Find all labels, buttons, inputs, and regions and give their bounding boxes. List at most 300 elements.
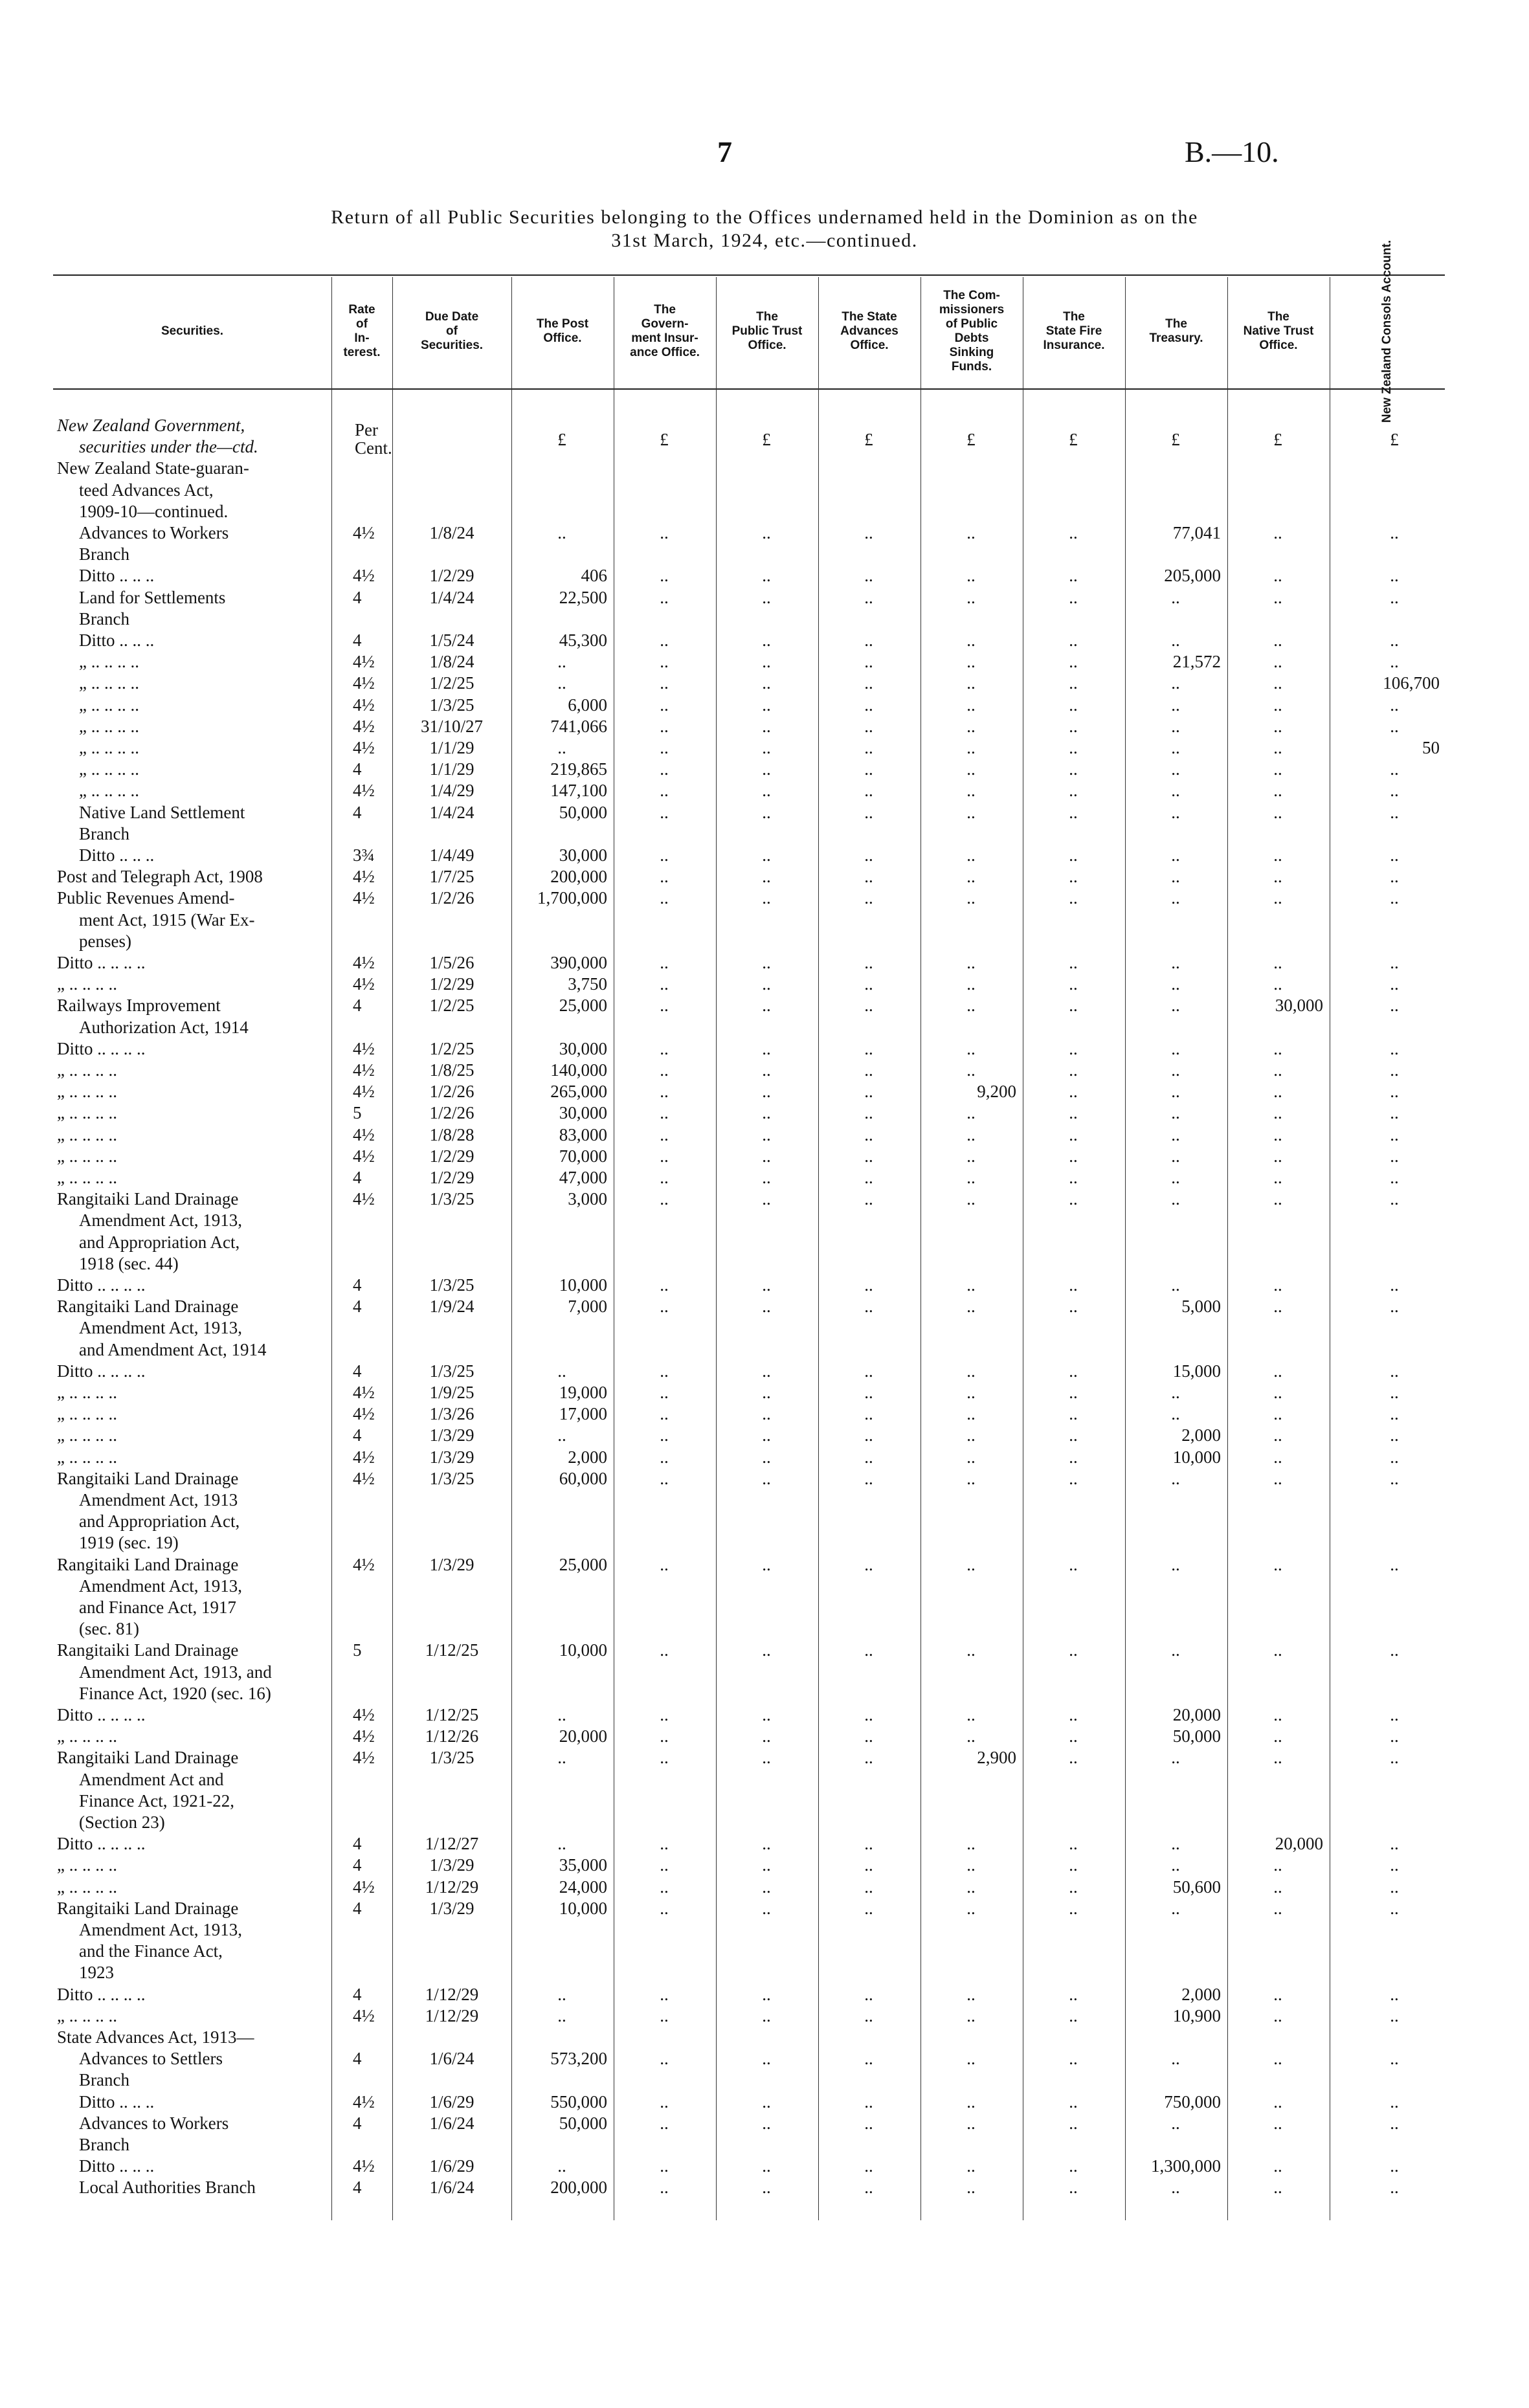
amount-cell: .. (1069, 2178, 1078, 2198)
table-row (0, 1381, 1529, 1403)
amount-cell: .. (1069, 652, 1078, 672)
amount-cell: .. (660, 630, 669, 650)
table-row (0, 2026, 1529, 2048)
security-name: ment Act, 1915 (War Ex- (79, 909, 255, 930)
amount-cell: .. (1273, 867, 1282, 887)
amount-cell: .. (1069, 953, 1078, 972)
amount-cell: .. (762, 1124, 771, 1144)
table-row (0, 2005, 1529, 2027)
amount-cell: .. (1273, 652, 1282, 672)
due-date: 31/10/27 (420, 716, 483, 736)
amount-cell: .. (1390, 781, 1399, 801)
amount-cell: .. (1069, 523, 1078, 542)
amount-cell: .. (762, 759, 771, 779)
amount-cell: .. (1273, 1038, 1282, 1058)
amount-cell: .. (762, 2091, 771, 2112)
amount-cell: .. (557, 2156, 566, 2176)
amount-cell: .. (1390, 1425, 1399, 1445)
security-name: Public Revenues Amend- (57, 888, 235, 908)
amount-cell: 219,865 (550, 759, 607, 779)
amount-cell: .. (864, 2091, 873, 2112)
column-header-9: The Treasury. (1149, 317, 1203, 345)
table-row (0, 1940, 1529, 1962)
amount-cell: .. (1390, 1082, 1399, 1102)
amount-cell: .. (966, 1361, 976, 1381)
amount-cell: 741,066 (550, 716, 607, 736)
table-row (0, 1833, 1529, 1855)
amount-cell: .. (1273, 802, 1282, 822)
amount-cell: 50,600 (1172, 1877, 1221, 1897)
amount-cell: .. (660, 2156, 669, 2176)
due-date: 1/3/25 (429, 1275, 474, 1295)
rate-of-interest: 4½ (353, 1877, 375, 1897)
table-row (0, 1639, 1529, 1661)
amount-cell: .. (762, 1748, 771, 1768)
amount-cell: .. (762, 1640, 771, 1660)
amount-cell: 2,000 (1181, 1425, 1221, 1445)
unit-label: £ (660, 430, 669, 449)
amount-cell: .. (864, 1146, 873, 1166)
security-name: „ .. .. .. .. (57, 1124, 117, 1144)
due-date: 1/2/26 (429, 1103, 474, 1123)
amount-cell: .. (1273, 695, 1282, 715)
column-header-6: The State Advances Office. (840, 310, 898, 352)
amount-cell: .. (1171, 2049, 1180, 2069)
table-row (0, 1424, 1529, 1446)
amount-cell: .. (660, 1082, 669, 1102)
rate-of-interest: 4½ (353, 781, 375, 801)
amount-cell: .. (1390, 996, 1399, 1016)
table-row (0, 1231, 1529, 1253)
security-name: „ .. .. .. .. (57, 1447, 117, 1467)
amount-cell: .. (660, 673, 669, 693)
amount-cell: .. (660, 1275, 669, 1295)
rate-of-interest: 4½ (353, 953, 375, 972)
table-row (0, 1102, 1529, 1124)
amount-cell: .. (1069, 716, 1078, 736)
amount-cell: .. (864, 1748, 873, 1768)
due-date: 1/6/24 (429, 2113, 474, 2133)
rate-of-interest: 4½ (353, 1038, 375, 1058)
amount-cell: .. (864, 1984, 873, 2004)
table-row (0, 909, 1529, 931)
table-row (0, 2069, 1529, 2091)
amount-cell: .. (762, 1425, 771, 1445)
amount-cell: 390,000 (550, 953, 607, 972)
security-name: Native Land Settlement (79, 802, 245, 822)
amount-cell: .. (1273, 2049, 1282, 2069)
security-name: Post and Telegraph Act, 1908 (57, 867, 263, 887)
amount-cell: .. (864, 1404, 873, 1424)
amount-cell: .. (1171, 759, 1180, 779)
amount-cell: .. (1069, 695, 1078, 715)
amount-cell: .. (1069, 2005, 1078, 2025)
amount-cell: .. (1069, 1705, 1078, 1724)
amount-cell: .. (762, 802, 771, 822)
security-name: Ditto .. .. .. .. (57, 1834, 146, 1854)
rate-of-interest: 4½ (353, 695, 375, 715)
amount-cell: .. (762, 738, 771, 757)
security-name: Rangitaiki Land Drainage (57, 1748, 239, 1768)
amount-cell: .. (1390, 523, 1399, 542)
amount-cell: .. (762, 867, 771, 887)
amount-cell: .. (660, 2005, 669, 2025)
table-row (0, 994, 1529, 1016)
amount-cell: .. (660, 1447, 669, 1467)
amount-cell: .. (557, 652, 566, 672)
security-name: 1923 (79, 1963, 114, 1983)
amount-cell: .. (1390, 1834, 1399, 1854)
amount-cell: .. (1171, 587, 1180, 607)
amount-cell: .. (557, 1425, 566, 1445)
due-date: 1/6/29 (429, 2156, 474, 2176)
rate-of-interest: 4½ (353, 652, 375, 672)
rate-of-interest: 4 (353, 759, 362, 779)
amount-cell: .. (1069, 1124, 1078, 1144)
amount-cell: .. (966, 1468, 976, 1488)
amount-cell: 30,000 (1275, 996, 1323, 1016)
security-name: „ .. .. .. .. (79, 759, 139, 779)
due-date: 1/6/24 (429, 2049, 474, 2069)
amount-cell: .. (1273, 523, 1282, 542)
amount-cell: .. (1273, 1554, 1282, 1574)
column-header-11: New Zealand Consols Account. (1380, 240, 1394, 423)
amount-cell: .. (762, 1082, 771, 1102)
table-row (0, 1876, 1529, 1898)
amount-cell: .. (864, 566, 873, 586)
amount-cell: .. (1069, 1726, 1078, 1746)
amount-cell: .. (1171, 673, 1180, 693)
amount-cell: .. (762, 1984, 771, 2004)
amount-cell: .. (966, 888, 976, 908)
amount-cell: .. (660, 1726, 669, 1746)
amount-cell: .. (1390, 2156, 1399, 2176)
table-row (0, 801, 1529, 823)
table-row (0, 1746, 1529, 1768)
amount-cell: .. (864, 781, 873, 801)
rate-of-interest: 4½ (353, 1748, 375, 1768)
amount-cell: .. (1390, 2049, 1399, 2069)
security-name: and Amendment Act, 1914 (79, 1339, 267, 1359)
table-row (0, 1124, 1529, 1146)
amount-cell: 2,900 (977, 1748, 1016, 1768)
amount-cell: 200,000 (550, 2178, 607, 2198)
amount-cell: .. (1390, 1984, 1399, 2004)
table-row (0, 2047, 1529, 2069)
amount-cell: 1,300,000 (1151, 2156, 1221, 2176)
unit-label: £ (1069, 430, 1078, 449)
amount-cell: .. (660, 759, 669, 779)
security-name: Ditto .. .. .. (79, 845, 155, 865)
due-date: 1/3/29 (429, 1855, 474, 1875)
due-date: 1/12/25 (425, 1640, 479, 1660)
security-name: (Section 23) (79, 1812, 165, 1832)
amount-cell: .. (1390, 2005, 1399, 2025)
table-row (0, 737, 1529, 759)
amount-cell: .. (1390, 1103, 1399, 1123)
rate-of-interest: 4 (353, 802, 362, 822)
amount-cell: .. (1171, 845, 1180, 865)
amount-cell: .. (966, 1425, 976, 1445)
due-date: 1/6/24 (429, 2178, 474, 2198)
rate-of-interest: 4½ (353, 1705, 375, 1724)
column-header-5: The Public Trust Office. (731, 310, 803, 352)
amount-cell: .. (1171, 1082, 1180, 1102)
rate-of-interest: 4½ (353, 1189, 375, 1209)
due-date: 1/2/25 (429, 1038, 474, 1058)
column-header-1: Rate of In- terest. (343, 303, 381, 359)
amount-cell: .. (864, 759, 873, 779)
amount-cell: .. (1273, 1984, 1282, 2004)
amount-cell: .. (1390, 2113, 1399, 2133)
due-date: 1/3/25 (429, 695, 474, 715)
amount-cell: .. (864, 587, 873, 607)
amount-cell: .. (966, 845, 976, 865)
security-name: „ .. .. .. .. (79, 695, 139, 715)
amount-cell: .. (1390, 2091, 1399, 2112)
amount-cell: 25,000 (559, 996, 607, 1016)
due-date: 1/4/24 (429, 587, 474, 607)
security-name: Amendment Act, 1913, (79, 1576, 242, 1596)
due-date: 1/5/24 (429, 630, 474, 650)
due-date: 1/3/25 (429, 1748, 474, 1768)
amount-cell: 5,000 (1181, 1297, 1221, 1317)
amount-cell: .. (864, 1834, 873, 1854)
table-row (0, 865, 1529, 887)
unit-label: £ (762, 430, 771, 449)
amount-cell: 10,900 (1172, 2005, 1221, 2025)
amount-cell: .. (762, 716, 771, 736)
due-date: 1/12/29 (425, 2005, 479, 2025)
table-row (0, 1510, 1529, 1532)
amount-cell: .. (762, 2005, 771, 2025)
amount-cell: .. (762, 1468, 771, 1488)
amount-cell: .. (1273, 1297, 1282, 1317)
table-row (0, 2134, 1529, 2156)
amount-cell: .. (660, 1383, 669, 1402)
security-name: Advances to Workers (79, 2113, 229, 2133)
rate-of-interest: 4½ (353, 1404, 375, 1424)
amount-cell: .. (966, 1898, 976, 1918)
amount-cell: .. (966, 1124, 976, 1144)
column-header-8: The State Fire Insurance. (1043, 310, 1105, 352)
amount-cell: .. (1171, 1146, 1180, 1166)
amount-cell: .. (1069, 630, 1078, 650)
amount-cell: .. (966, 1103, 976, 1123)
security-name: Branch (79, 2135, 129, 2154)
amount-cell: .. (1273, 781, 1282, 801)
due-date: 1/12/27 (425, 1834, 479, 1854)
amount-cell: .. (762, 845, 771, 865)
amount-cell: .. (1273, 1404, 1282, 1424)
amount-cell: .. (966, 974, 976, 994)
amount-cell: .. (762, 2049, 771, 2069)
table-row (0, 1532, 1529, 1554)
amount-cell: .. (762, 523, 771, 542)
amount-cell: .. (1390, 867, 1399, 887)
table-row (0, 1554, 1529, 1576)
amount-cell: .. (864, 1168, 873, 1187)
amount-cell: .. (1390, 630, 1399, 650)
security-name: Rangitaiki Land Drainage (57, 1189, 239, 1209)
amount-cell: .. (864, 1038, 873, 1058)
amount-cell: .. (1069, 888, 1078, 908)
amount-cell: .. (762, 996, 771, 1016)
unit-label: £ (557, 430, 566, 449)
unit-label: £ (1273, 430, 1282, 449)
amount-cell: .. (1171, 953, 1180, 972)
amount-cell: .. (1273, 1082, 1282, 1102)
security-name: „ .. .. .. .. (79, 781, 139, 801)
amount-cell: 21,572 (1172, 652, 1221, 672)
amount-cell: .. (966, 2049, 976, 2069)
due-date: 1/8/28 (429, 1124, 474, 1144)
amount-cell: .. (864, 1082, 873, 1102)
due-date: 1/2/26 (429, 888, 474, 908)
table-title-continued: 31st March, 1924, etc.—continued. (611, 230, 918, 251)
amount-cell: .. (1273, 1705, 1282, 1724)
amount-cell: .. (1390, 1877, 1399, 1897)
amount-cell: 50,000 (559, 802, 607, 822)
security-name: „ .. .. .. .. (57, 1726, 117, 1746)
amount-cell: .. (660, 781, 669, 801)
amount-cell: .. (966, 1855, 976, 1875)
amount-cell: .. (966, 1447, 976, 1467)
amount-cell: .. (1171, 716, 1180, 736)
security-name: Amendment Act, 1913, and (79, 1662, 272, 1682)
security-name: Amendment Act, 1913, (79, 1318, 242, 1338)
amount-cell: .. (1069, 1468, 1078, 1488)
column-header-0: Securities. (161, 324, 224, 338)
table-row (0, 1661, 1529, 1683)
table-row (0, 1317, 1529, 1339)
amount-cell: .. (762, 1877, 771, 1897)
due-date: 1/1/29 (429, 738, 474, 757)
security-name: Rangitaiki Land Drainage (57, 1554, 239, 1574)
rate-of-interest: 4 (353, 1361, 362, 1381)
amount-cell: .. (1069, 867, 1078, 887)
amount-cell: .. (1171, 996, 1180, 1016)
amount-cell: .. (660, 2091, 669, 2112)
amount-cell: .. (1069, 996, 1078, 1016)
amount-cell: .. (864, 1447, 873, 1467)
rate-of-interest: 4½ (353, 523, 375, 542)
amount-cell: .. (966, 2091, 976, 2112)
amount-cell: .. (1273, 630, 1282, 650)
amount-cell: 200,000 (550, 867, 607, 887)
amount-cell: .. (660, 587, 669, 607)
rate-of-interest: 4 (353, 630, 362, 650)
security-name: (sec. 81) (79, 1619, 139, 1639)
due-date: 1/2/29 (429, 566, 474, 586)
amount-cell: .. (864, 1425, 873, 1445)
amount-cell: .. (864, 1361, 873, 1381)
amount-cell: .. (966, 1168, 976, 1187)
amount-cell: .. (966, 1877, 976, 1897)
amount-cell: .. (1069, 1834, 1078, 1854)
amount-cell: 10,000 (559, 1275, 607, 1295)
amount-cell: .. (966, 802, 976, 822)
security-name: Ditto .. .. .. .. (57, 1038, 146, 1058)
amount-cell: .. (1390, 1275, 1399, 1295)
amount-cell: 147,100 (550, 781, 607, 801)
table-row (0, 1919, 1529, 1941)
rate-of-interest: 3¾ (353, 845, 375, 865)
security-name: „ .. .. .. .. (57, 1146, 117, 1166)
amount-cell: .. (660, 716, 669, 736)
amount-cell: .. (864, 716, 873, 736)
amount-cell: 140,000 (550, 1060, 607, 1080)
amount-cell: .. (1390, 1168, 1399, 1187)
table-row (0, 1811, 1529, 1833)
amount-cell: .. (1390, 1297, 1399, 1317)
amount-cell: 106,700 (1383, 673, 1440, 693)
amount-cell: .. (864, 1855, 873, 1875)
amount-cell: .. (1390, 1383, 1399, 1402)
amount-cell: .. (1069, 1060, 1078, 1080)
amount-cell: .. (1390, 566, 1399, 586)
amount-cell: .. (966, 1554, 976, 1574)
due-date: 1/2/25 (429, 996, 474, 1016)
amount-cell: .. (1273, 2113, 1282, 2133)
amount-cell: 15,000 (1172, 1361, 1221, 1381)
table-row (0, 1854, 1529, 1876)
table-row (0, 1704, 1529, 1726)
amount-cell: .. (660, 695, 669, 715)
table-row (0, 1209, 1529, 1231)
security-name: Rangitaiki Land Drainage (57, 1898, 239, 1918)
amount-cell: .. (864, 1554, 873, 1574)
rate-of-interest: 4 (353, 2178, 362, 2198)
table-row (0, 694, 1529, 716)
security-name: Ditto .. .. .. .. (57, 1984, 146, 2004)
amount-cell: .. (762, 1726, 771, 1746)
amount-cell: .. (1390, 587, 1399, 607)
amount-cell: .. (1273, 1189, 1282, 1209)
table-row (0, 1961, 1529, 1983)
rate-of-interest: 4 (353, 1855, 362, 1875)
security-name: „ .. .. .. .. (57, 1383, 117, 1402)
amount-cell: .. (762, 1275, 771, 1295)
amount-cell: .. (660, 1103, 669, 1123)
column-header-3: The Post Office. (536, 317, 589, 345)
amount-cell: .. (660, 1404, 669, 1424)
amount-cell: .. (1390, 652, 1399, 672)
table-row (0, 651, 1529, 673)
amount-cell: .. (966, 2156, 976, 2176)
security-name: „ .. .. .. .. (57, 2005, 117, 2025)
amount-cell: 30,000 (559, 1103, 607, 1123)
amount-cell: .. (1069, 802, 1078, 822)
amount-cell: .. (864, 1275, 873, 1295)
rate-of-interest: 4 (353, 996, 362, 1016)
table-row (0, 1188, 1529, 1210)
amount-cell: .. (660, 1877, 669, 1897)
amount-cell: .. (1069, 2156, 1078, 2176)
due-date: 1/3/26 (429, 1404, 474, 1424)
amount-cell: .. (966, 759, 976, 779)
table-row (0, 715, 1529, 737)
table-row (0, 1016, 1529, 1038)
amount-cell: .. (1273, 1361, 1282, 1381)
security-name: Local Authorities Branch (79, 2178, 256, 2198)
due-date: 1/3/29 (429, 1425, 474, 1445)
amount-cell: .. (762, 1038, 771, 1058)
amount-cell: .. (762, 1404, 771, 1424)
amount-cell: .. (864, 1189, 873, 1209)
amount-cell: .. (1390, 888, 1399, 908)
amount-cell: .. (864, 1468, 873, 1488)
